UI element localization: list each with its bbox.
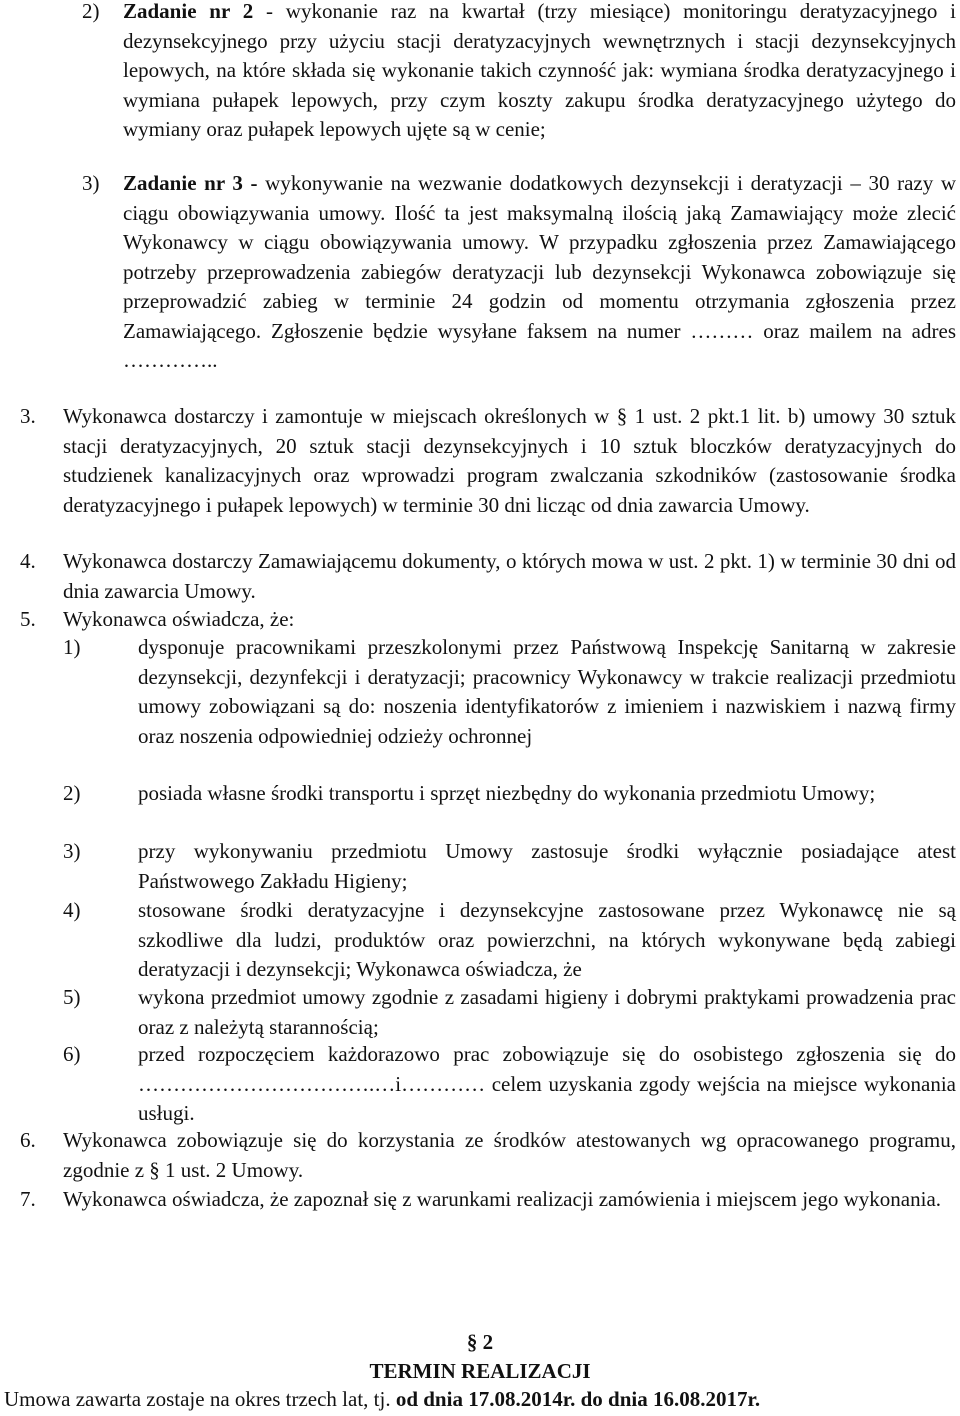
sub-item-5-2	[63, 779, 956, 809]
point-text: Wykonawca dostarczy i zamontuje w miejscach określonych w § 1 ust. 2 pkt.1 lit. b) umowy 30 sztuk stacji deratyzacyjnych, 20 sztuk stacji dezynsekcyjnych i 10 sztuk bloczków deratyzacyjnych do studzienek kanalizacyjnych oraz wprowadzi program zwalczania szkodników (zastosowanie środka deratyzacyjnego i pułapek lepowych) w terminie 30 dni licząc od dnia zawarcia Umowy.	[63, 404, 956, 517]
point-text: Wykonawca dostarczy Zamawiającemu dokumenty, o których mowa w ust. 2 pkt. 1) w terminie 30 dni od dnia zawarcia Umowy.	[63, 549, 956, 603]
point-text: Wykonawca oświadcza, że zapoznał się z warunkami realizacji zamówienia i miejscem jego wykonania.	[63, 1187, 942, 1211]
sub-item-5-6	[63, 1040, 956, 1129]
point-3	[20, 402, 956, 520]
point-text: Wykonawca oświadcza, że:	[63, 607, 295, 631]
sub-item-5-3	[63, 837, 956, 896]
term-dates: od dnia 17.08.2014r. do dnia 16.08.2017r.	[395, 1387, 761, 1411]
section-heading: TERMIN REALIZACJI	[369, 1359, 591, 1383]
point-number: 6.	[20, 1128, 36, 1152]
list-item-body	[123, 0, 956, 145]
sub-item-5-1	[63, 633, 956, 751]
point-number: 5.	[20, 607, 36, 631]
term-statement-text: Umowa zawarta zostaje na okres trzech lat, tj.	[4, 1387, 396, 1411]
sub-item-number: 5)	[63, 985, 81, 1009]
list-item-2	[82, 0, 956, 145]
point-4	[20, 547, 956, 606]
point-5	[20, 605, 956, 635]
sub-item-text: posiada własne środki transportu i sprzęt niezbędny do wykonania przedmiotu Umowy;	[138, 781, 876, 805]
point-number: 7.	[20, 1187, 36, 1211]
point-7	[20, 1185, 956, 1215]
list-item-3	[82, 169, 956, 376]
sub-item-number: 3)	[63, 839, 81, 863]
sub-item-number: 6)	[63, 1042, 81, 1066]
list-item-body	[123, 169, 956, 376]
sub-item-text: dysponuje pracownikami przeszkolonymi przez Państwową Inspekcję Sanitarną w zakresie dezynsekcji, dezynfekcji i deratyzacji; pracownicy Wykonawcy w trakcie realizacji przedmiotu umowy zobowiązani są do: noszenia identyfikatorów z imieniem i nazwiskiem i nazwą firmy oraz noszenia odpowiedniej odzieży ochronnej	[138, 635, 956, 748]
point-number: 4.	[20, 549, 36, 573]
sub-item-number: 1)	[63, 635, 81, 659]
sub-item-5-4	[63, 896, 956, 985]
task-title: Zadanie nr 2	[123, 0, 254, 23]
list-item-number: 3)	[82, 171, 100, 195]
list-item-text: - wykonanie raz na kwartał (trzy miesiące) monitoringu deratyzacyjnego i dezynsekcyjnego przy użyciu stacji deratyzacyjnych wewnętrznych i stacji dezynsekcyjnych lepowych, na które składa się wykonanie takich czynność jak: wymiana środka deratyzacyjnego i wymiana pułapek lepowych, przy czym koszty zakupu środka deratyzacyjnego użytego do wymiany oraz pułapek lepowych ujęte są w cenie;	[123, 0, 956, 141]
sub-item-number: 4)	[63, 898, 81, 922]
sub-item-number: 2)	[63, 781, 81, 805]
sub-item-text: wykona przedmiot umowy zgodnie z zasadami higieny i dobrymi praktykami prowadzenia prac oraz z należytą starannością;	[138, 985, 956, 1039]
point-number: 3.	[20, 404, 36, 428]
point-6	[20, 1126, 956, 1185]
list-item-text: wykonywanie na wezwanie dodatkowych dezynsekcji i deratyzacji – 30 razy w ciągu obowiązywania umowy. Ilość ta jest maksymalną ilością jaką Zamawiający może zlecić Wykonawcy w ciągu obowiązywania umowy. W przypadku zgłoszenia przez Zamawiającego potrzeby przeprowadzenia zabiegów deratyzacji lub dezynsekcji Wykonawca zobowiązuje się przeprowadzić zabieg w terminie 24 godzin od momentu otrzymania zgłoszenia przez Zamawiającego. Zgłoszenie będzie wysyłane faksem na numer ……… oraz mailem na adres …………..	[123, 171, 957, 372]
task-title: Zadanie nr 3 -	[123, 171, 258, 195]
point-text: Wykonawca zobowiązuje się do korzystania ze środków atestowanych wg opracowanego programu, zgodnie z § 1 ust. 2 Umowy.	[63, 1128, 956, 1182]
sub-item-text: przy wykonywaniu przedmiotu Umowy zastosuje środki wyłącznie posiadające atest Państwowego Zakładu Higieny;	[138, 839, 956, 893]
section-number: § 2	[466, 1330, 494, 1354]
sub-item-5-5	[63, 983, 956, 1042]
sub-item-text: stosowane środki deratyzacyjne i dezynsekcyjne zastosowane przez Wykonawcę nie są szkodliwe dla ludzi, produktów oraz powierzchni, na których wykonywane będą zabiegi deratyzacji i dezynsekcji; Wykonawca oświadcza, że	[138, 898, 956, 981]
sub-item-text: przed rozpoczęciem każdorazowo prac zobowiązuje się do osobistego zgłoszenia się do …………………………….…i………… celem uzyskania zgody wejścia na miejsce wykonania usługi.	[138, 1042, 956, 1125]
list-item-number: 2)	[82, 0, 100, 23]
term-statement	[4, 1385, 960, 1413]
